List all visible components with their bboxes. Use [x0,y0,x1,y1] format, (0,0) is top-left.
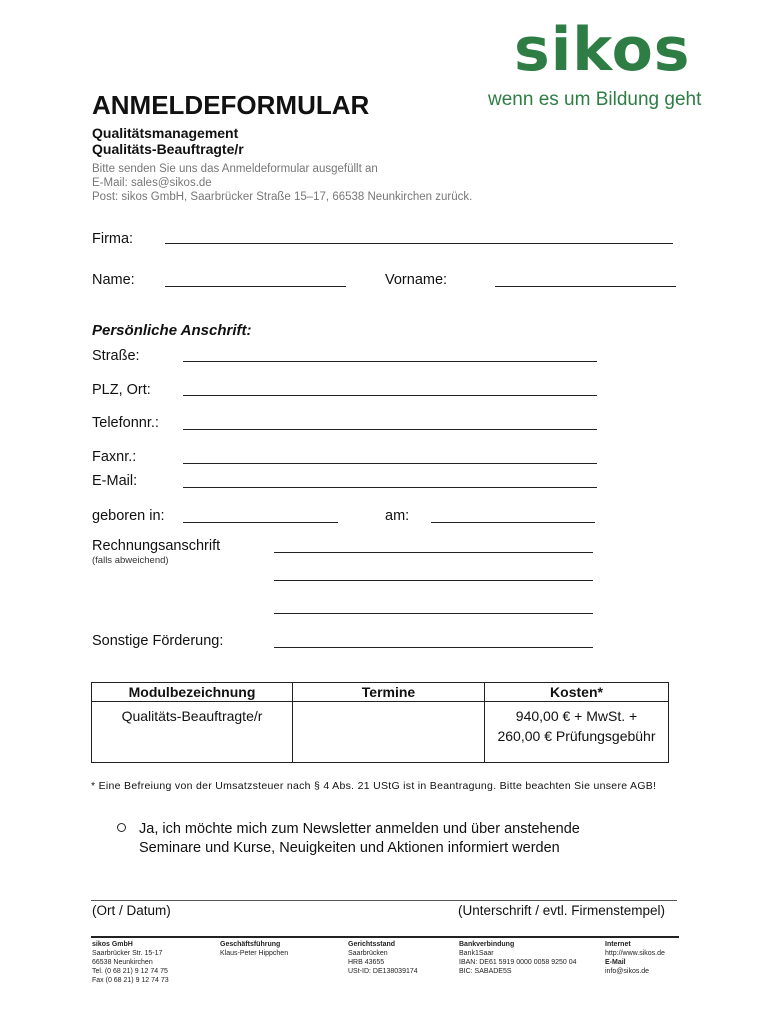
footer-bank-line: IBAN: DE61 5919 0000 0058 9250 04 [459,959,577,966]
footer-internet [605,940,665,976]
footer-court-line: USt-ID: DE138039174 [348,968,418,975]
foerderung-field[interactable] [274,647,593,648]
kosten-line-1: 940,00 € + MwSt. + [515,708,638,724]
cell-kosten [485,702,669,763]
newsletter-text [139,820,659,858]
footer-management [220,940,288,958]
footer-management-title: Geschäftsführung [220,941,281,948]
logo-tagline: wenn es um Bildung geht [488,89,702,110]
footer-company-line: 66538 Neunkirchen [92,959,153,966]
footer-court-title: Gerichtsstand [348,941,396,948]
instruction-post: Post: sikos GmbH, Saarbrücker Straße 15–17, 66538 Neunkirchen zurück. [92,191,473,203]
logo-wordmark: sikos [514,15,691,85]
table-row [92,702,669,763]
name-label: Name: [92,272,135,288]
foerderung-label: Sonstige Förderung: [92,633,224,649]
footer-bank-title: Bankverbindung [459,941,515,948]
rechnung-field-3[interactable] [274,613,593,614]
kosten-line-2: 260,00 € Prüfungsgebühr [497,728,656,744]
am-field[interactable] [431,522,595,523]
subtitle-course: Qualitäts-Beauftragte/r [92,141,244,157]
page-title: ANMELDEFORMULAR [92,90,370,120]
footer-bank-line: BIC: SABADE5S [459,968,512,975]
module-table [91,682,669,763]
cell-termine[interactable] [293,702,485,763]
footer-management-line: Klaus-Peter Hippchen [220,950,289,957]
cell-modul: Qualitäts-Beauftragte/r [92,702,293,763]
footer-divider [91,936,679,938]
footer-company-title: sikos GmbH [92,941,133,948]
strasse-label: Straße: [92,348,140,364]
footer-bank [459,940,577,976]
footer-email-link[interactable]: info@sikos.de [605,968,650,975]
geboren-label: geboren in: [92,508,165,524]
ort-datum-label: (Ort / Datum) [92,903,171,918]
plz-label: PLZ, Ort: [92,382,151,398]
tax-footnote: * Eine Befreiung von der Umsatzsteuer nach § 4 Abs. 21 UStG ist in Beantragung. Bitte beachten Sie unsere AGB! [91,780,657,792]
telefon-field[interactable] [183,429,597,430]
footer-court-line: Saarbrücken [348,950,388,957]
geboren-field[interactable] [183,522,338,523]
section-heading-address: Persönliche Anschrift: [92,322,252,339]
newsletter-line-1: Ja, ich möchte mich zum Newsletter anmelden und über anstehende [139,821,580,837]
rechnung-label: Rechnungsanschrift [92,538,221,554]
email-field[interactable] [183,487,597,488]
footer-bank-line: Bank1Saar [459,950,494,957]
footer-court [348,940,418,976]
instruction-line: Bitte senden Sie uns das Anmeldeformular ausgefüllt an [92,163,378,175]
firma-label: Firma: [92,231,134,247]
newsletter-radio[interactable] [117,823,126,832]
footer-company-line: Tel. (0 68 21) 9 12 74 75 [92,968,168,975]
strasse-field[interactable] [183,361,597,362]
footer-company-line: Saarbrücker Str. 15-17 [92,950,163,957]
header-termine: Termine [293,683,485,702]
footer-court-line: HRB 43655 [348,959,385,966]
name-field[interactable] [165,286,346,287]
footer-internet-title: Internet [605,941,631,948]
newsletter-line-2: Seminare und Kurse, Neuigkeiten und Aktionen informiert werden [139,840,560,856]
telefon-label: Telefonnr.: [92,415,159,431]
signature-line[interactable] [91,900,677,901]
table-header-row [92,683,669,702]
footer-company-line: Fax (0 68 21) 9 12 74 73 [92,977,169,984]
instruction-email: E-Mail: sales@sikos.de [92,177,212,189]
fax-label: Faxnr.: [92,449,137,465]
rechnung-field-1[interactable] [274,552,593,553]
header-kosten: Kosten* [485,683,669,702]
vorname-label: Vorname: [385,272,448,288]
fax-field[interactable] [183,463,597,464]
footer-email-title: E-Mail [605,959,626,966]
vorname-field[interactable] [495,286,676,287]
subtitle-management: Qualitätsmanagement [92,125,239,141]
plz-field[interactable] [183,395,597,396]
footer-website-link[interactable]: http://www.sikos.de [605,950,665,957]
header-modul: Modulbezeichnung [92,683,293,702]
rechnung-field-2[interactable] [274,580,593,581]
firma-field[interactable] [165,243,673,244]
unterschrift-label: (Unterschrift / evtl. Firmenstempel) [458,903,666,918]
email-label: E-Mail: [92,473,138,489]
footer-company [92,940,169,985]
am-label: am: [385,508,410,524]
rechnung-note: (falls abweichend) [92,555,169,566]
